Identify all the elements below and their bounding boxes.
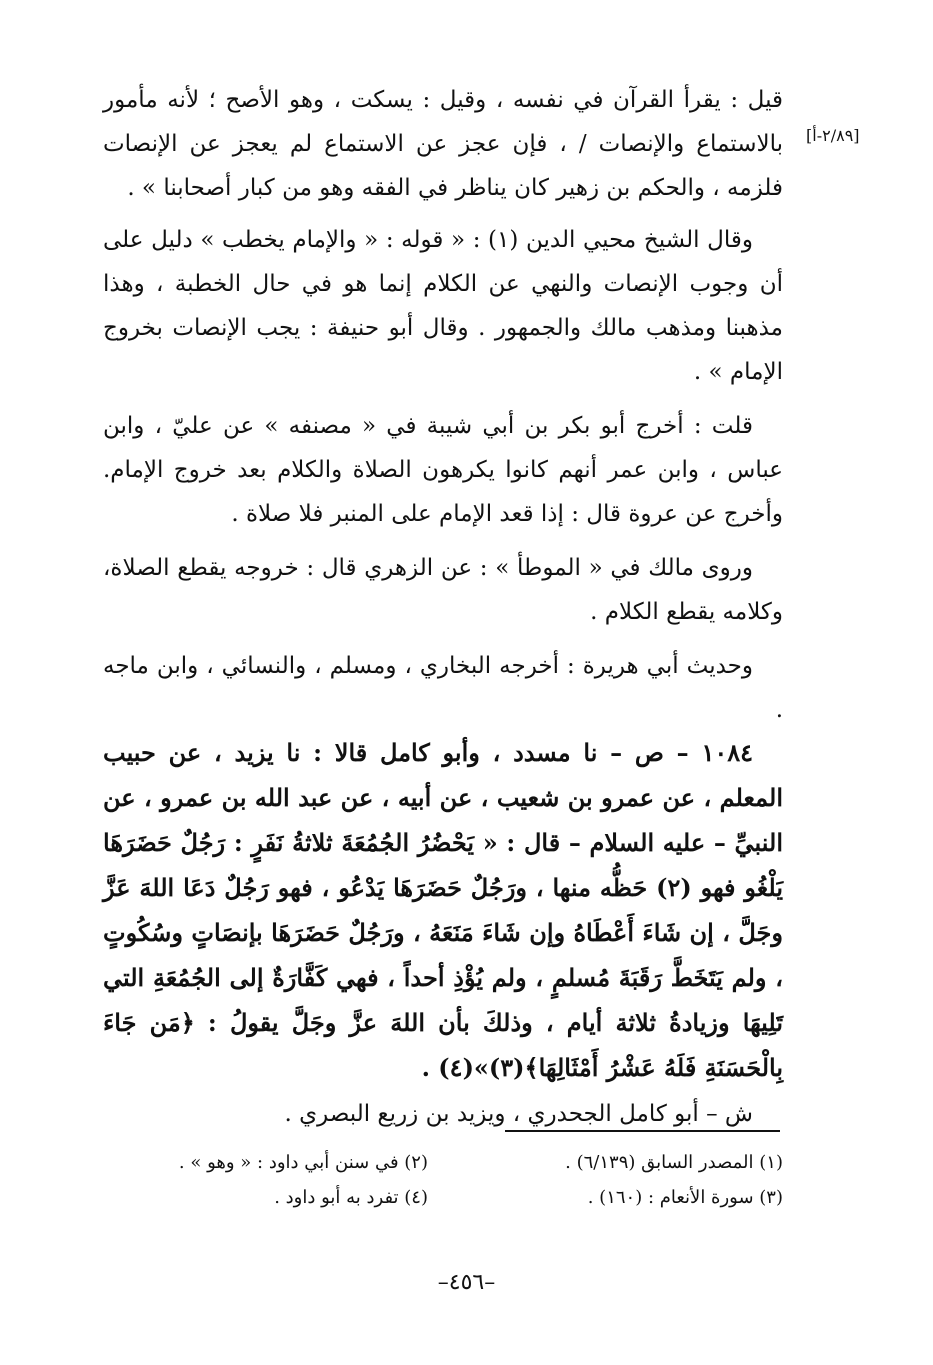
hadith-text: ١٠٨٤ – ص – نا مسدد ، وأبو كامل قالا : نا يزيد ، عن حبيب المعلم ، عن عمرو بن شعيب ، عن أبيه ، عن عبد الله بن عمرو ، عن النبيِّ – عليه السلام – قال : « يَحْضُرُ الجُمُعَةَ ثلاثةُ نَفَرٍ : رَجُلٌ حَضَرَهَا يَلْغُو فهو (٢) حَظُّه منها ، ورَجُلٌ حَضَرَهَا يَدْعُو ، فهو رَجُلٌ دَعَا اللهَ عَزَّ وجَلَّ ، إن شَاءَ أَعْطَاهُ وإن شَاءَ مَنَعَهُ ، ورَجُلٌ حَضَرَهَا بإنصَاتٍ وسُكُوتٍ ، ولم يَتَخَطَّ رَقَبَةَ مُسلمٍ ، ولم يُؤْذِ أحداً ، فهي كَفَّارَةٌ إلى الجُمُعَةِ التي تَلِيهَا وزيادةُ ثلاثة أيام ، وذلكَ بأن اللهَ عزَّ وجَلَّ يقولُ : ﴿مَن جَاءَ بِالْحَسَنَةِ فَلَهُ عَشْرُ أَمْثَالِهَا﴾(٣)»(٤) . [103,738,783,1082]
paragraph-4: وروى مالك في « الموطأ » : عن الزهري قال : خروجه يقطع الصلاة، وكلامه يقطع الكلام . [103,555,783,625]
page-number: –٤٥٦– [437,1270,496,1295]
footnote-3: (٣) سورة الأنعام : (١٦٠) . [587,1187,783,1208]
footnote-4: (٤) تفرد به أبو داود . [274,1187,428,1208]
footnote-divider [505,1130,780,1132]
paragraph-5: وحديث أبي هريرة : أخرجه البخاري ، ومسلم ، والنسائي ، وابن ماجه . [103,653,783,723]
paragraph-3: قلت : أخرج أبو بكر بن أبي شيبة في « مصنفه » عن عليّ ، وابن عباس ، وابن عمر أنهم كانوا يكرهون الصلاة والكلام بعد خروج الإمام. وأخرج عن عروة قال : إذا قعد الإمام على المنبر فلا صلاة . [103,413,783,527]
paragraph-2: وقال الشيخ محيي الدين (١) : « قوله : « والإمام يخطب » دليل على أن وجوب الإنصات والنهي عن الكلام إنما هو في حال الخطبة ، وهذا مذهبنا ومذهب مالك والجمهور . وقال أبو حنيفة : يجب الإنصات بخروج الإمام » . [103,227,783,385]
body-text-upper [103,78,783,732]
body-text-hadith [103,730,783,1136]
sharh-text: ش – أبو كامل الجحدري ، ويزيد بن زريع البصري . [284,1101,753,1127]
footnote-2: (٢) في سنن أبي داود : « وهو » . [178,1152,428,1173]
paragraph-1: قيل : يقرأ القرآن في نفسه ، وقيل : يسكت ، وهو الأصح ؛ لأنه مأمور بالاستماع والإنصات / ، فإن عجز عن الاستماع لم يعجز عن الإنصات فلزمه ، والحكم بن زهير كان يناظر في الفقه وهو من كبار أصحابنا » . [103,87,783,201]
margin-manuscript-reference: [٢/٨٩-أ] [806,126,860,145]
footnote-1: (١) المصدر السابق (٦/١٣٩) . [565,1152,783,1173]
